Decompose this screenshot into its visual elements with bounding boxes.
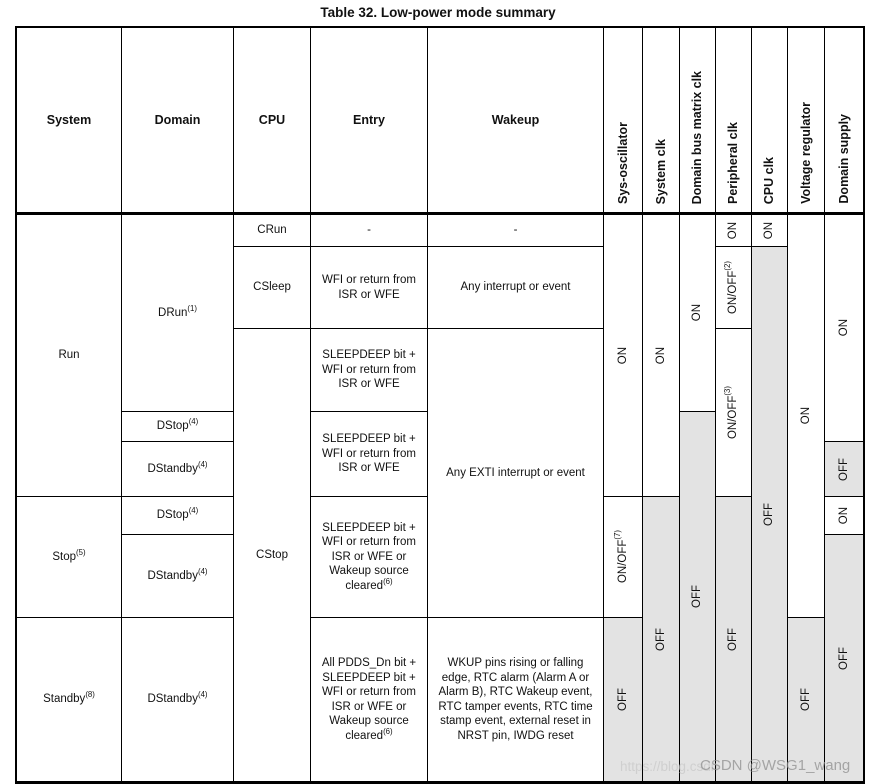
- cell-entry-csleep: WFI or return from ISR or WFE: [311, 247, 428, 329]
- cell-cpu-crun: CRun: [234, 215, 311, 247]
- cell-system-standby: Standby$^{(8)}$: [17, 618, 122, 781]
- cell-wakeup-csleep: Any interrupt or event: [428, 247, 604, 329]
- cell-sysosc-run-on: ON: [604, 215, 643, 497]
- cell-entry-cstop-stop: SLEEPDEEP bit + WFI or return from ISR or WFE or Wakeup source cleared$^{(6)}$: [311, 497, 428, 618]
- cell-vreg-on: ON: [788, 215, 825, 618]
- watermark-url: https://blog.csdn: [620, 759, 719, 774]
- cell-periphclk-cstop-onoff: ON/OFF$^{(3)}$: [716, 329, 752, 497]
- header-cell-domain: Domain: [122, 28, 234, 215]
- cell-system-run: Run: [17, 215, 122, 497]
- low-power-mode-table: [15, 26, 865, 784]
- header-cell-wakeup: Wakeup: [428, 28, 604, 215]
- header-cell-sys-oscillator: Sys-oscillator: [604, 28, 643, 215]
- cell-busmatrix-off: OFF: [680, 412, 716, 781]
- cell-domsupply-run-on: ON: [825, 215, 863, 442]
- watermark-csdn-handle: CSDN @WSG1_wang: [700, 757, 851, 774]
- cell-cpu-cstop: CStop: [234, 329, 311, 781]
- cell-cpuclk-off: OFF: [752, 247, 788, 781]
- cell-domain-drun: DRun$^{(1)}$: [122, 215, 234, 412]
- cell-entry-crun: -: [311, 215, 428, 247]
- cell-entry-standby: All PDDS_Dn bit + SLEEPDEEP bit + WFI or return from ISR or WFE or Wakeup source cleared$^{(6)}$: [311, 618, 428, 781]
- header-cell-system: System: [17, 28, 122, 215]
- cell-periphclk-off: OFF: [716, 497, 752, 781]
- table-title: Table 32. Low-power mode summary: [320, 5, 556, 20]
- cell-busmatrix-drun-on: ON: [680, 215, 716, 412]
- cell-entry-cstop-run: SLEEPDEEP bit + WFI or return from ISR or WFE: [311, 412, 428, 497]
- cell-sysosc-standby-off: OFF: [604, 618, 643, 781]
- cell-wakeup-standby: WKUP pins rising or falling edge, RTC alarm (Alarm A or Alarm B), RTC Wakeup event, RTC tamper events, RTC time stamp event, external reset in NRST pin, IWDG reset: [428, 618, 604, 781]
- header-cell-peripheral-clk: Peripheral clk: [716, 28, 752, 215]
- cell-cpu-csleep: CSleep: [234, 247, 311, 329]
- cell-cpuclk-crun-on: ON: [752, 215, 788, 247]
- cell-system-stop: Stop$^{(5)}$: [17, 497, 122, 618]
- cell-sysosc-stop-onoff: ON/OFF$^{(7)}$: [604, 497, 643, 618]
- cell-domain-dstandby-run: DStandby$^{(4)}$: [122, 442, 234, 497]
- cell-domain-dstop-run: DStop$^{(4)}$: [122, 412, 234, 442]
- cell-domain-dstandby-stop: DStandby$^{(4)}$: [122, 535, 234, 618]
- cell-domsupply-off: OFF: [825, 535, 863, 781]
- cell-wakeup-exti: Any EXTI interrupt or event: [428, 329, 604, 618]
- header-cell-cpu: CPU: [234, 28, 311, 215]
- header-cell-cpu-clk: CPU clk: [752, 28, 788, 215]
- header-cell-system-clk: System clk: [643, 28, 680, 215]
- cell-wakeup-crun: -: [428, 215, 604, 247]
- header-cell-domain-bus-matrix-clk: Domain bus matrix clk: [680, 28, 716, 215]
- cell-entry-cstop-drun: SLEEPDEEP bit + WFI or return from ISR or WFE: [311, 329, 428, 412]
- header-cell-entry: Entry: [311, 28, 428, 215]
- cell-domain-dstop-stop: DStop$^{(4)}$: [122, 497, 234, 535]
- cell-sysclk-run-on: ON: [643, 215, 680, 497]
- cell-periphclk-csleep-onoff: ON/OFF$^{(2)}$: [716, 247, 752, 329]
- header-cell-domain-supply: Domain supply: [825, 28, 863, 215]
- cell-periphclk-crun-on: ON: [716, 215, 752, 247]
- cell-domsupply-dstop-on: ON: [825, 497, 863, 535]
- cell-domsupply-dstandby-off: OFF: [825, 442, 863, 497]
- cell-vreg-standby-off: OFF: [788, 618, 825, 781]
- header-cell-voltage-regulator: Voltage regulator: [788, 28, 825, 215]
- cell-sysclk-stop-off: OFF: [643, 497, 680, 781]
- cell-domain-dstandby-standby: DStandby$^{(4)}$: [122, 618, 234, 781]
